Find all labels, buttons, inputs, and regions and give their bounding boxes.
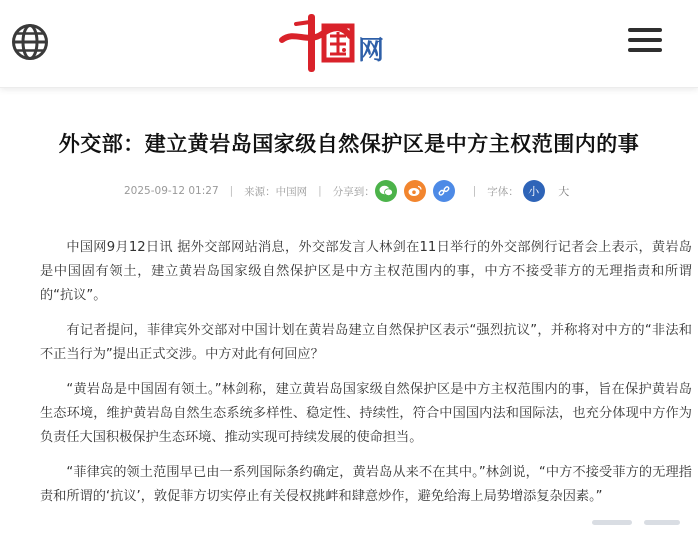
site-logo[interactable] bbox=[274, 10, 424, 78]
font-large-button[interactable]: 大 bbox=[558, 185, 570, 198]
article-paragraph: 中国网9月12日讯 据外交部网站消息，外交部发言人林剑在11日举行的外交部例行记者会上表示，黄岩岛是中国固有领土，建立黄岩岛国家级自然保护区是中方主权范围内的事，中方不接受菲方的无理指责和所谓的“抗议”。 bbox=[40, 240, 692, 303]
article-body bbox=[40, 236, 692, 520]
globe-icon[interactable] bbox=[11, 23, 49, 61]
article-title: 外交部：建立黄岩岛国家级自然保护区是中方主权范围内的事 bbox=[58, 132, 640, 156]
watermark bbox=[592, 514, 684, 530]
logo-text: 网 bbox=[358, 36, 386, 66]
publish-datetime: 2025-09-12 01:27 bbox=[124, 185, 219, 197]
meta-divider: | bbox=[472, 185, 477, 197]
share-label: 分享到： bbox=[332, 185, 375, 198]
hamburger-menu-icon[interactable] bbox=[628, 28, 662, 56]
weibo-icon[interactable] bbox=[404, 180, 426, 202]
meta-divider: | bbox=[229, 185, 234, 197]
wechat-icon[interactable] bbox=[375, 180, 397, 202]
article-source: 来源：中国网 bbox=[244, 185, 308, 198]
meta-divider: | bbox=[318, 185, 322, 197]
article-paragraph: “黄岩岛是中国固有领土。”林剑称，建立黄岩岛国家级自然保护区是中方主权范围内的事，旨在保护黄岩岛生态环境，维护黄岩岛自然生态系统多样性、稳定性、持续性，符合中国国内法和国际法，也充分体现中方作为负责任大国积极保护生态环境、推动实现可持续发展的使命担当。 bbox=[40, 382, 692, 445]
article-meta bbox=[124, 178, 575, 204]
article-paragraph: 有记者提问，菲律宾外交部对中国计划在黄岩岛建立自然保护区表示“强烈抗议”，并称将对中方的“非法和不正当行为”提出正式交涉。中方对此有何回应？ bbox=[40, 323, 692, 362]
article-paragraph: “菲律宾的领土范围早已由一系列国际条约确定，黄岩岛从来不在其中。”林剑说，“中方不接受菲方的无理指责和所谓的‘抗议’，敦促菲方切实停止有关侵权挑衅和肆意炒作，避免给海上局势增添复杂因素。” bbox=[40, 465, 692, 504]
font-small-button[interactable]: 小 bbox=[523, 180, 545, 202]
link-icon[interactable] bbox=[433, 180, 455, 202]
font-size-label: 字体： bbox=[487, 185, 519, 198]
logo-mark-icon bbox=[274, 10, 358, 78]
site-header bbox=[0, 0, 698, 88]
